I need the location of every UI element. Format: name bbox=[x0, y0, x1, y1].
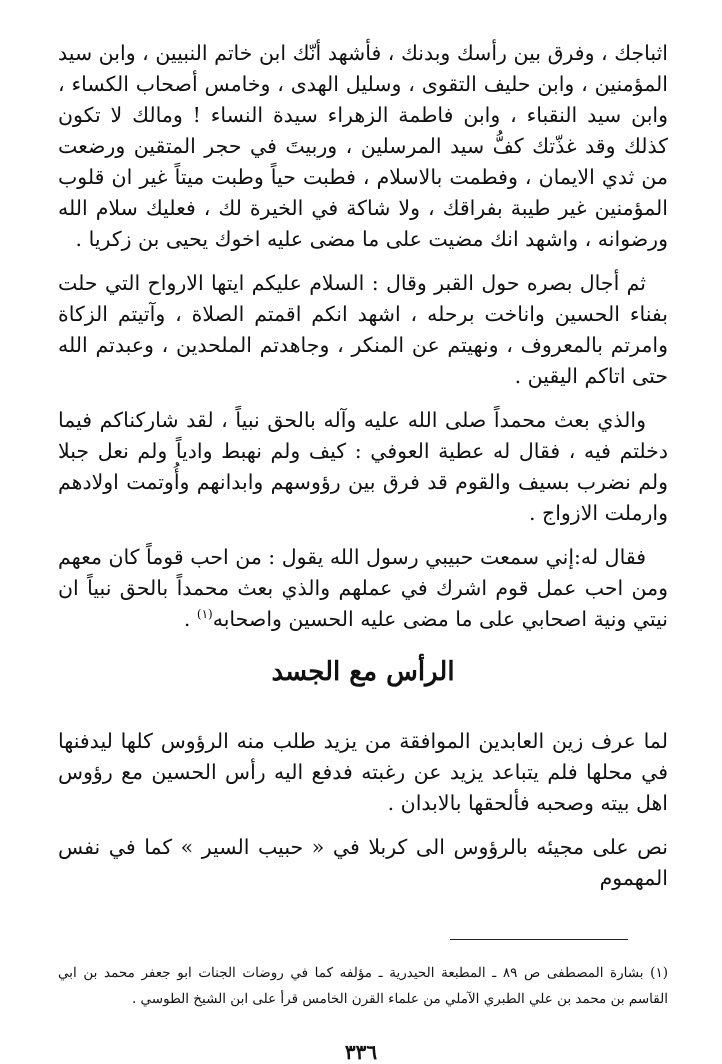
paragraph-1: اثباجك ، وفرق بين رأسك وبدنك ، فأشهد أنّك ابن خاتم النبيين ، وابن سيد المؤمنين ، وابن حليف التقوى ، وسليل الهدى ، وخامس أصحاب الكساء ، وابن سيد النقباء ، وابن فاطمة الزهراء سيدة النساء ! ومالك لا تكون كذلك وقد غذّتك كفُّ سيد المرسلين ، وربيتَ في حجر المتقين ورضعت من ثدي الايمان ، وفطمت بالاسلام ، فطبت حياً وطبت ميتاً غير ان قلوب المؤمنين غير طيبة بفراقك ، ولا شاكة في الخيرة لك ، فعليك سلام الله ورضوانه ، واشهد انك مضيت على ما مضى عليه اخوك يحيى بن زكريا . bbox=[58, 41, 668, 251]
page-body bbox=[58, 38, 668, 894]
section-heading: الرأس مع الجسد bbox=[271, 657, 455, 687]
page-number: ٣٣٦ bbox=[344, 1040, 378, 1064]
paragraph-4 bbox=[58, 542, 668, 635]
paragraph-3: والذي بعث محمداً صلى الله عليه وآله بالحق نبياً ، لقد شاركناكم فيما دخلتم فيه ، فقال له عطية العوفي : كيف ولم نهبط وادياً ولم نعل جبلا ولم نضرب بسيف والقوم قد فرق بين رؤوسهم وابدانهم وأُوتمت اولادهم وارملت الازواج . bbox=[58, 408, 668, 525]
footnote: (١) بشارة المصطفى ص ٨٩ ـ المطبعة الحيدرية ـ مؤلفه كما في روضات الجنات ابو جعفر محمد بن ابي القاسم بن محمد بن علي الطبري الآملي من علماء القرن الخامس قرأ على ابن الشيخ الطوسي . bbox=[58, 965, 668, 1007]
paragraph-5: لما عرف زين العابدين الموافقة من يزيد طلب منه الرؤوس كلها ليدفنها في محلها فلم يتباعد يزيد عن رغبته فدفع اليه رأس الحسين مع رؤوس اهل بيته وصحبه فألحقها بالابدان . bbox=[58, 729, 668, 815]
footnote-separator bbox=[450, 939, 628, 940]
paragraph-2: ثم أجال بصره حول القبر وقال : السلام عليكم ايتها الارواح التي حلت بفناء الحسين واناخت برحله ، اشهد انكم اقمتم الصلاة ، وآتيتم الزكاة وامرتم بالمعروف ، ونهيتم عن المنكر ، وجاهدتم الملحدين ، وعبدتم الله حتى اتاكم اليقين . bbox=[58, 271, 668, 388]
footnote-reference: (١) bbox=[196, 607, 213, 622]
paragraph-6: نص على مجيئه بالرؤوس الى كربلا في « حبيب السير » كما في نفس المهموم bbox=[58, 835, 668, 890]
paragraph-4-end: . bbox=[183, 607, 197, 631]
paragraph-4-text: فقال له:إني سمعت حبيبي رسول الله يقول : من احب قوماً كان معهم ومن احب عمل قوم اشرك في عملهم والذي بعث محمداً بالحق نبياً ان نيتي ونية اصحابي على ما مضى عليه الحسين واصحابه bbox=[58, 545, 668, 631]
